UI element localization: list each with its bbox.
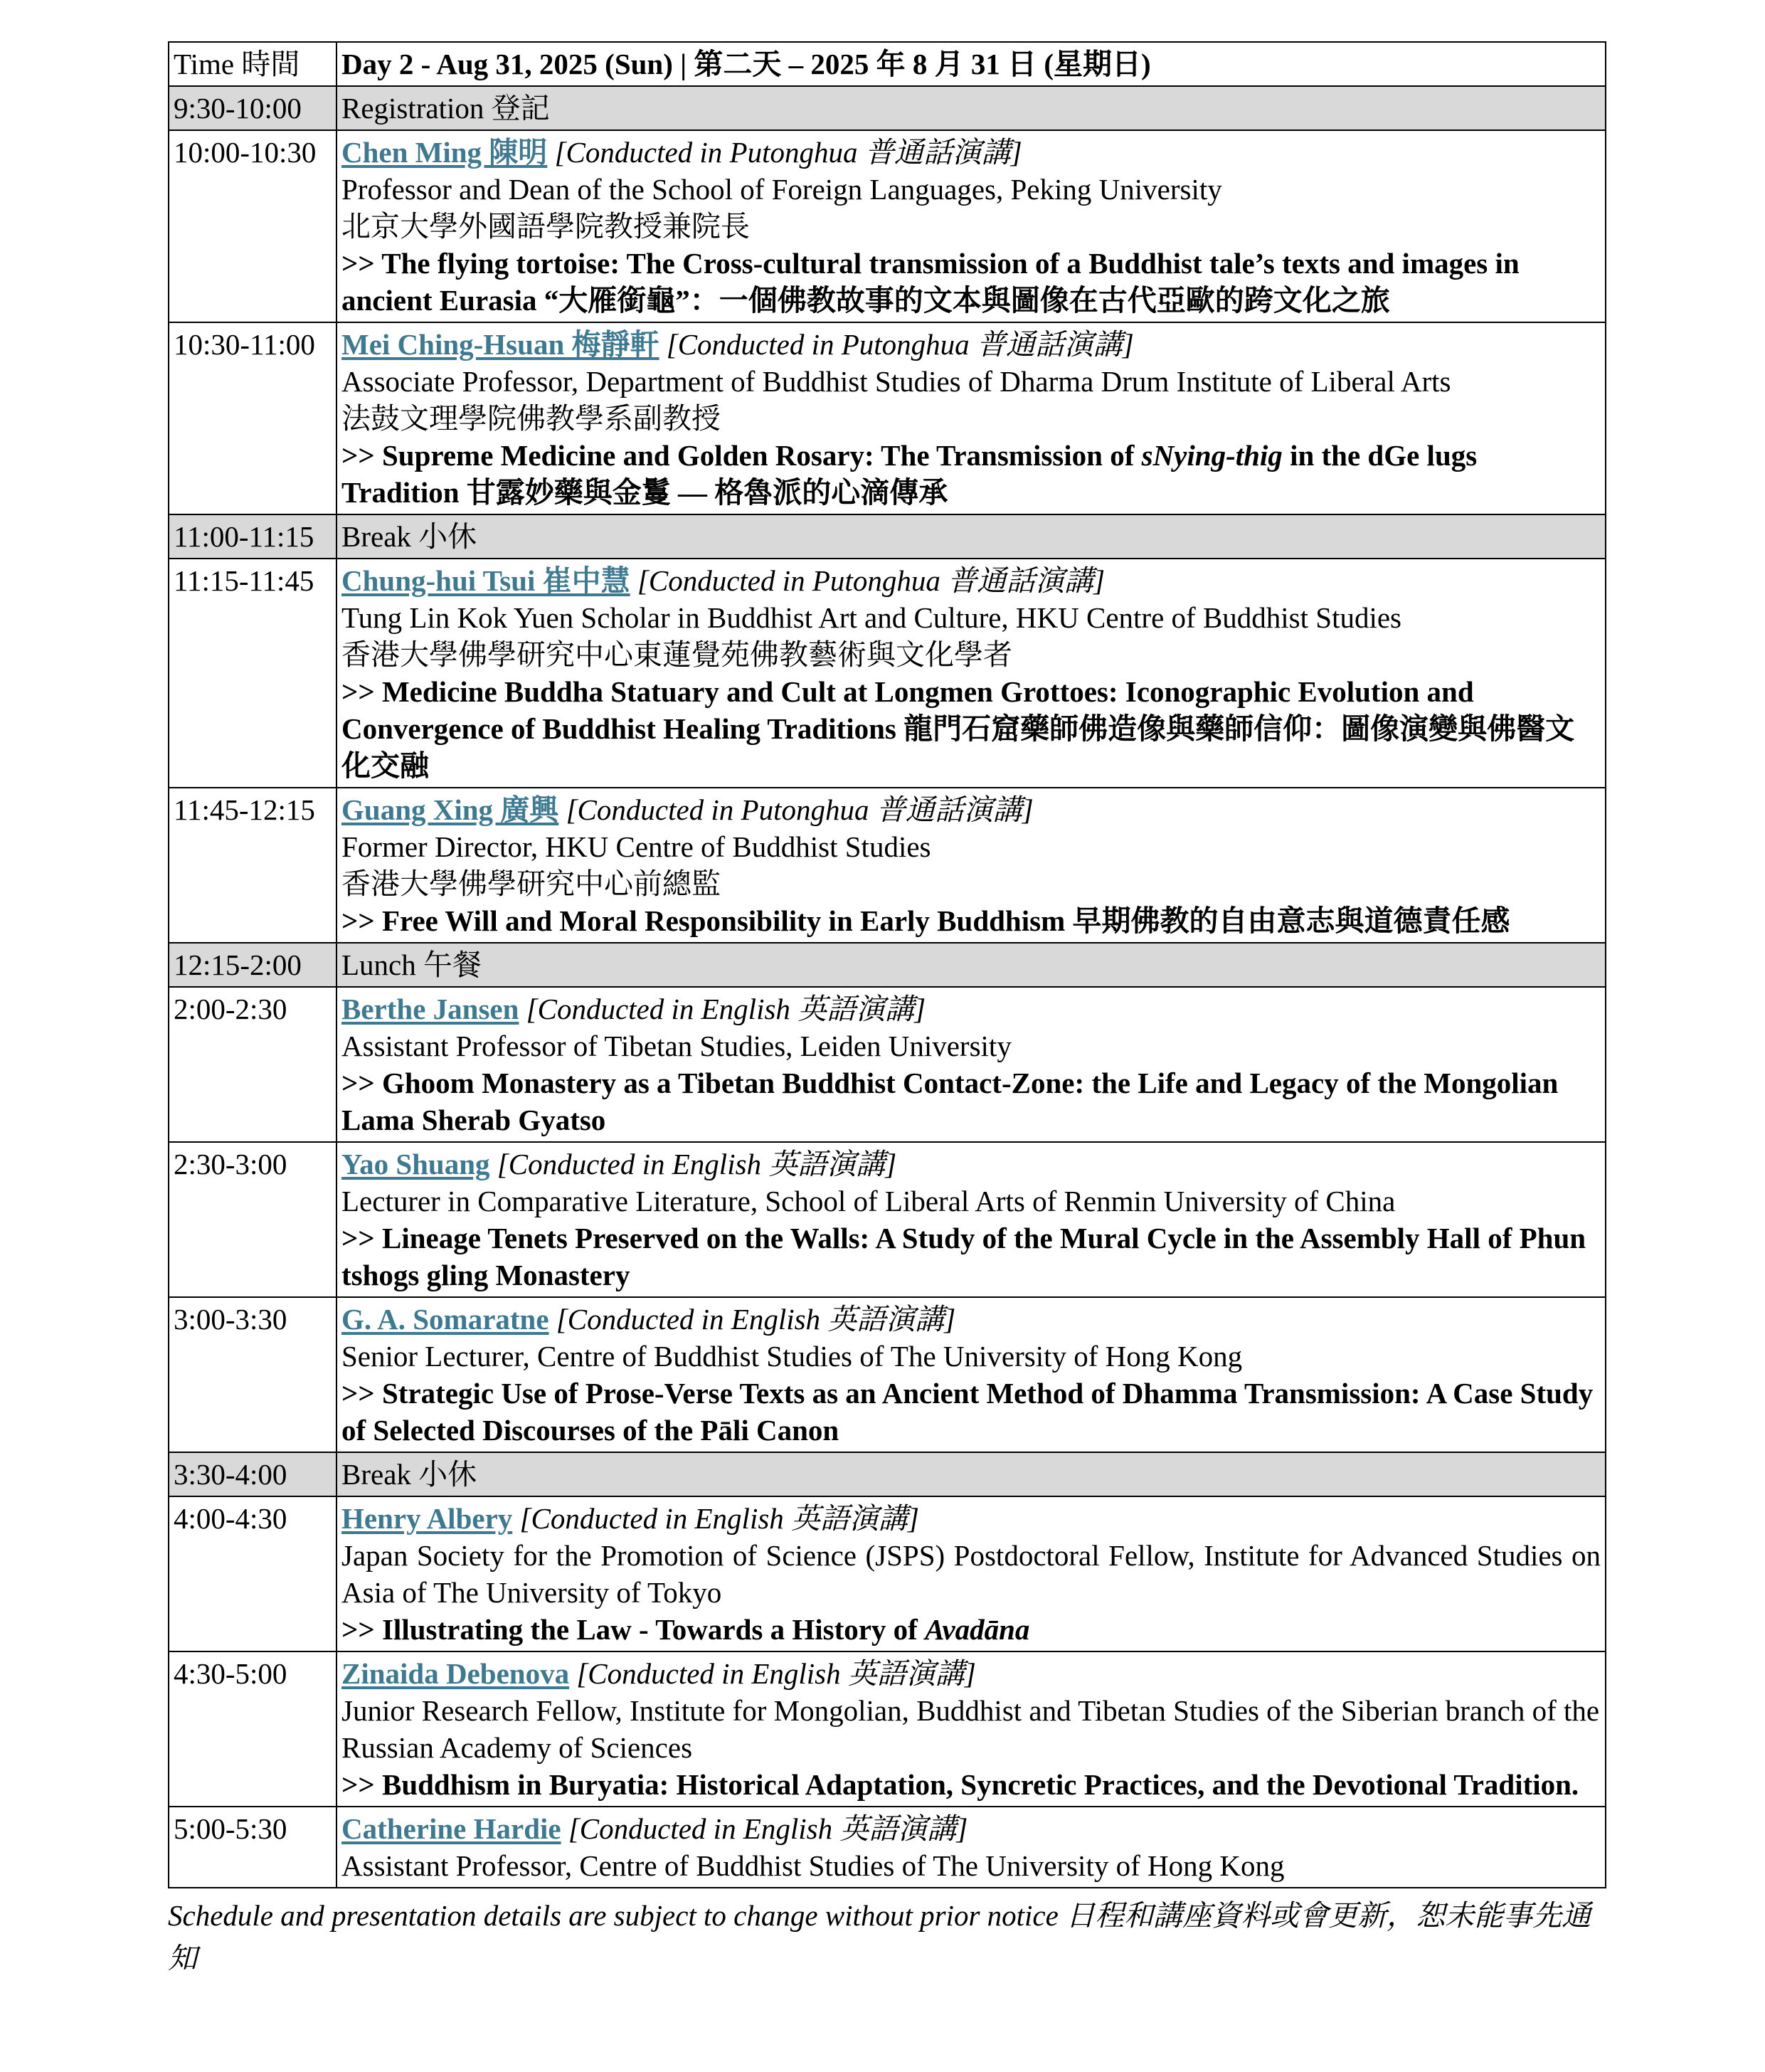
- affiliation-en: Assistant Professor of Tibetan Studies, Leiden University: [341, 1030, 1012, 1062]
- time-cell: 10:00-10:30: [169, 130, 336, 322]
- talk-cell: [336, 1297, 1606, 1452]
- day-header: Day 2 - Aug 31, 2025 (Sun) | 第二天 – 2025 年 8 月 31 日 (星期日): [336, 42, 1606, 86]
- time-cell: 3:00-3:30: [169, 1297, 336, 1452]
- talk-row: [169, 1807, 1606, 1888]
- talk-row: [169, 1496, 1606, 1651]
- speaker-link[interactable]: Chen Ming 陳明: [341, 136, 548, 169]
- schedule-table: [168, 41, 1606, 1888]
- affiliation-en: Lecturer in Comparative Literature, School of Liberal Arts of Renmin University of China: [341, 1185, 1396, 1217]
- time-cell: 11:15-11:45: [169, 559, 336, 788]
- speaker-link[interactable]: Mei Ching-Hsuan 梅靜軒: [341, 328, 659, 361]
- talk-row: [169, 130, 1606, 322]
- talk-title: >> Illustrating the Law - Towards a History of Avadāna: [341, 1613, 1030, 1646]
- talk-title: >> Lineage Tenets Preserved on the Walls: A Study of the Mural Cycle in the Assembly Hall of Phun tshogs gling Monastery: [341, 1222, 1586, 1291]
- break-label: Break 小休: [336, 1452, 1606, 1496]
- talk-row: [169, 1142, 1606, 1297]
- affiliation-en: Senior Lecturer, Centre of Buddhist Studies of The University of Hong Kong: [341, 1340, 1243, 1373]
- time-cell: 12:15-2:00: [169, 943, 336, 987]
- talk-row: [169, 559, 1606, 788]
- talk-cell: [336, 1142, 1606, 1297]
- affiliation-en: Junior Research Fellow, Institute for Mongolian, Buddhist and Tibetan Studies of the Siberian branch of the Russian Academy of Sciences: [341, 1694, 1600, 1764]
- break-label: Break 小休: [336, 514, 1606, 559]
- talk-row: [169, 1297, 1606, 1452]
- language-note: [Conducted in English 英語演講]: [568, 1812, 968, 1845]
- talk-cell: [336, 130, 1606, 322]
- affiliation-en: Professor and Dean of the School of Foreign Languages, Peking University: [341, 173, 1222, 206]
- talk-title: >> Strategic Use of Prose-Verse Texts as an Ancient Method of Dhamma Transmission: A Case Study of Selected Discourses of the Pāli Canon: [341, 1377, 1594, 1447]
- talk-title: >> Ghoom Monastery as a Tibetan Buddhist Contact-Zone: the Life and Legacy of the Mongolian Lama Sherab Gyatso: [341, 1067, 1559, 1136]
- schedule-page: [168, 41, 1605, 1980]
- table-header-row: [169, 42, 1606, 86]
- speaker-link[interactable]: Zinaida Debenova: [341, 1657, 570, 1690]
- time-cell: 2:00-2:30: [169, 987, 336, 1142]
- affiliation-zh: 北京大學外國語學院教授兼院長: [341, 210, 750, 243]
- speaker-link[interactable]: Henry Albery: [341, 1502, 513, 1535]
- talk-title: >> Buddhism in Buryatia: Historical Adaptation, Syncretic Practices, and the Devotional Tradition.: [341, 1768, 1579, 1801]
- time-cell: 5:00-5:30: [169, 1807, 336, 1888]
- language-note: [Conducted in Putonghua 普通話演講]: [566, 793, 1034, 826]
- speaker-link[interactable]: Yao Shuang: [341, 1148, 490, 1180]
- affiliation-zh: 香港大學佛學研究中心前總監: [341, 867, 721, 900]
- time-column-header: Time 時間: [169, 42, 336, 86]
- break-label: Registration 登記: [336, 86, 1606, 130]
- talk-row: [169, 1651, 1606, 1807]
- language-note: [Conducted in English 英語演講]: [519, 1502, 919, 1535]
- affiliation-en: Assistant Professor, Centre of Buddhist Studies of The University of Hong Kong: [341, 1849, 1285, 1882]
- language-note: [Conducted in English 英語演講]: [556, 1303, 956, 1336]
- affiliation-en: Former Director, HKU Centre of Buddhist Studies: [341, 830, 931, 863]
- talk-title: >> Free Will and Moral Responsibility in Early Buddhism 早期佛教的自由意志與道德責任感: [341, 904, 1510, 937]
- language-note: [Conducted in English 英語演講]: [497, 1148, 897, 1180]
- talk-cell: [336, 1496, 1606, 1651]
- language-note: [Conducted in Putonghua 普通話演講]: [666, 328, 1134, 361]
- talk-cell: [336, 1651, 1606, 1807]
- talk-cell: [336, 1807, 1606, 1888]
- time-cell: 11:45-12:15: [169, 788, 336, 943]
- talk-cell: [336, 987, 1606, 1142]
- time-cell: 3:30-4:00: [169, 1452, 336, 1496]
- talk-row: [169, 788, 1606, 943]
- break-row: [169, 1452, 1606, 1496]
- talk-cell: [336, 559, 1606, 788]
- break-row: [169, 86, 1606, 130]
- time-cell: 10:30-11:00: [169, 322, 336, 514]
- affiliation-zh: 法鼓文理學院佛教學系副教授: [341, 402, 721, 435]
- schedule-disclaimer: Schedule and presentation details are subject to change without prior notice 日程和講座資料或會更新，恕未能事先通知: [168, 1899, 1591, 1975]
- talk-row: [169, 322, 1606, 514]
- talk-row: [169, 987, 1606, 1142]
- break-row: [169, 943, 1606, 987]
- affiliation-en: Tung Lin Kok Yuen Scholar in Buddhist Art and Culture, HKU Centre of Buddhist Studies: [341, 601, 1402, 634]
- talk-title: >> Supreme Medicine and Golden Rosary: The Transmission of sNying-thig in the dGe lugs Tradition 甘露妙藥與金鬘 — 格魯派的心滴傳承: [341, 439, 1478, 509]
- speaker-link[interactable]: Catherine Hardie: [341, 1812, 561, 1845]
- language-note: [Conducted in Putonghua 普通話演講]: [554, 136, 1022, 169]
- talk-cell: [336, 322, 1606, 514]
- time-cell: 4:00-4:30: [169, 1496, 336, 1651]
- talk-title: >> The flying tortoise: The Cross-cultural transmission of a Buddhist tale’s texts and images in ancient Eurasia “大雁銜龜”：一個佛教故事的文本與圖像在古代亞歐的跨文化之旅: [341, 247, 1520, 317]
- time-cell: 11:00-11:15: [169, 514, 336, 559]
- affiliation-zh: 香港大學佛學研究中心東蓮覺苑佛教藝術與文化學者: [341, 638, 1012, 671]
- language-note: [Conducted in English 英語演講]: [526, 993, 926, 1025]
- language-note: [Conducted in English 英語演講]: [576, 1657, 976, 1690]
- speaker-link[interactable]: Berthe Jansen: [341, 993, 519, 1025]
- speaker-link[interactable]: G. A. Somaratne: [341, 1303, 549, 1336]
- break-label: Lunch 午餐: [336, 943, 1606, 987]
- break-row: [169, 514, 1606, 559]
- affiliation-en: Associate Professor, Department of Buddhist Studies of Dharma Drum Institute of Liberal Arts: [341, 365, 1451, 398]
- talk-cell: [336, 788, 1606, 943]
- affiliation-en: Japan Society for the Promotion of Science (JSPS) Postdoctoral Fellow, Institute for Advanced Studies on Asia of The University of Tokyo: [341, 1539, 1601, 1609]
- talk-title: >> Medicine Buddha Statuary and Cult at Longmen Grottoes: Iconographic Evolution and Convergence of Buddhist Healing Traditions 龍門石窟藥師佛造像與藥師信仰：圖像演變與佛醫文化交融: [341, 675, 1575, 782]
- time-cell: 4:30-5:00: [169, 1651, 336, 1807]
- language-note: [Conducted in Putonghua 普通話演講]: [637, 564, 1106, 597]
- speaker-link[interactable]: Chung-hui Tsui 崔中慧: [341, 564, 630, 597]
- time-cell: 2:30-3:00: [169, 1142, 336, 1297]
- speaker-link[interactable]: Guang Xing 廣興: [341, 793, 559, 826]
- time-cell: 9:30-10:00: [169, 86, 336, 130]
